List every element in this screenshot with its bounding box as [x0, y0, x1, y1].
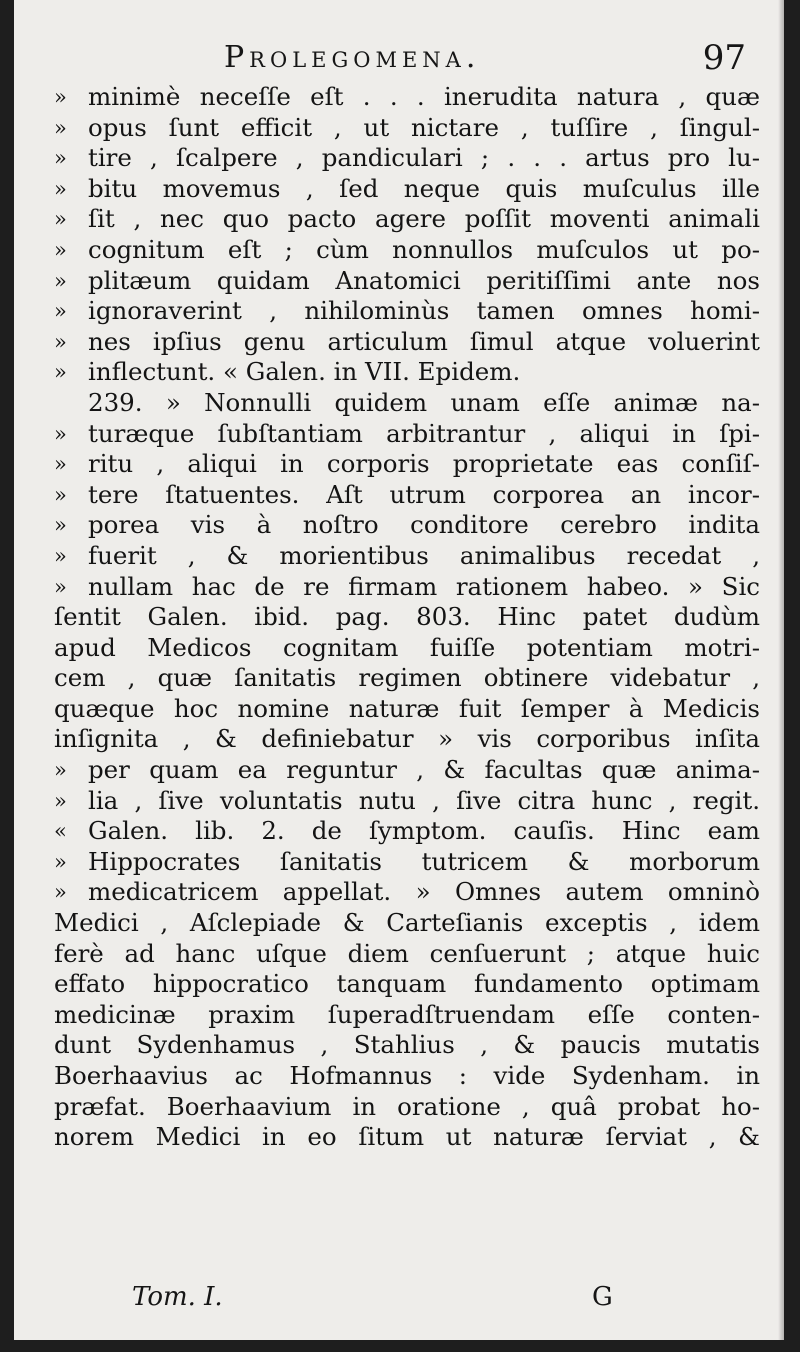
line-text: 239. » Nonnulli quidem unam eſſe animæ na- — [88, 387, 760, 417]
page-edge-shadow — [778, 0, 784, 1340]
text-line — [54, 480, 760, 511]
line-text: dunt Sydenhamus , Stahlius , & paucis mutatis — [54, 1030, 760, 1060]
text-line — [54, 602, 760, 633]
text-line — [54, 1122, 760, 1153]
line-text: opus ſunt efficit , ut nictare , tuſſire , ſingul- — [88, 112, 760, 142]
quote-mark: » — [54, 237, 67, 262]
text-line — [54, 82, 760, 113]
line-text: plitæum quidam Anatomici peritiſſimi ante nos — [88, 265, 760, 295]
line-text: inſignita , & definiebatur » vis corporibus inſita — [54, 724, 760, 754]
line-text: cem , quæ ſanitatis regimen obtinere videbatur , — [54, 663, 760, 693]
quote-mark: » — [54, 543, 67, 568]
line-text: ſentit Galen. ibid. pag. 803. Hinc patet dudùm — [54, 602, 760, 632]
quote-mark: » — [54, 207, 67, 232]
line-text: Boerhaavius ac Hofmannus : vide Sydenham. in — [54, 1061, 760, 1090]
text-line — [54, 908, 760, 939]
text-line — [54, 847, 760, 878]
line-text: fuerit , & morientibus animalibus recedat , — [88, 540, 760, 570]
text-line — [54, 296, 760, 327]
line-text: ferè ad hanc uſque diem cenſuerunt ; atque huic — [54, 938, 760, 968]
quote-mark: » — [54, 146, 67, 171]
quote-mark: » — [54, 329, 67, 354]
quote-mark: » — [54, 268, 67, 293]
line-text: præfat. Boerhaavium in oratione , quâ probat ho- — [54, 1091, 760, 1121]
line-text: cognitum eſt ; cùm nonnullos muſculos ut po- — [88, 234, 760, 264]
quote-mark: » — [54, 849, 67, 874]
quote-mark: » — [54, 85, 67, 109]
body-text — [54, 82, 760, 1153]
line-text: lia , ſive voluntatis nutu , ſive citra hunc , regit. — [88, 785, 760, 815]
line-text: Galen. lib. 2. de ſymptom. cauſis. Hinc eam — [88, 816, 760, 846]
text-line — [54, 204, 760, 235]
book-page — [14, 0, 784, 1340]
line-text: nullam hac de re firmam rationem habeo. » Sic — [88, 571, 760, 601]
quote-mark: » — [54, 452, 67, 477]
quote-mark: « — [54, 819, 67, 844]
text-line — [54, 419, 760, 450]
text-line — [54, 755, 760, 786]
quote-mark: » — [54, 299, 67, 324]
text-line — [54, 724, 760, 755]
page-footer — [14, 1282, 784, 1318]
text-line — [54, 357, 760, 388]
line-text: ſit , nec quo pacto agere poſſit moventi animali — [88, 204, 760, 234]
line-text: turæque ſubſtantiam arbitrantur , aliqui in ſpi- — [88, 418, 760, 448]
page-header — [14, 38, 784, 82]
line-text: quæque hoc nomine naturæ fuit ſemper à Medicis — [54, 693, 760, 723]
text-line — [54, 572, 760, 603]
text-line — [54, 388, 760, 419]
text-line — [54, 327, 760, 358]
text-line — [54, 541, 760, 572]
volume-label: Tom. I. — [132, 1282, 223, 1312]
line-text: tire , ſcalpere , pandiculari ; . . . artus pro lu- — [88, 143, 760, 173]
quote-mark: » — [54, 115, 67, 140]
text-line — [54, 266, 760, 297]
text-line — [54, 113, 760, 144]
quote-mark: » — [54, 574, 67, 599]
running-title: Prolegomena. — [224, 40, 481, 75]
text-line — [54, 510, 760, 541]
line-text: ritu , aliqui in corporis proprietate eas conſiſ- — [88, 449, 760, 479]
line-text: ignoraverint , nihilominùs tamen omnes homi- — [88, 296, 760, 326]
page-number: 97 — [702, 38, 746, 78]
line-text: medicinæ praxim ſuperadſtruendam eſſe conten- — [54, 999, 760, 1029]
line-text: nes ipſius genu articulum ſimul atque voluerint — [88, 326, 760, 356]
text-line — [54, 969, 760, 1000]
line-text: per quam ea reguntur , & facultas quæ anima- — [88, 755, 760, 785]
text-line — [54, 694, 760, 725]
quote-mark: » — [54, 360, 67, 385]
line-text: Medici , Aſclepiade & Carteſianis exceptis , idem — [54, 908, 760, 938]
line-text: bitu movemus , ſed neque quis muſculus ille — [88, 173, 760, 203]
line-text: tere ſtatuentes. Aſt utrum corporea an incor- — [88, 479, 760, 509]
quote-mark: » — [54, 880, 67, 905]
signature-mark: G — [592, 1282, 613, 1312]
quote-mark: » — [54, 788, 67, 813]
line-text: porea vis à noſtro conditore cerebro indita — [88, 510, 760, 540]
quote-mark: » — [54, 482, 67, 507]
line-text: medicatricem appellat. » Omnes autem omninò — [88, 877, 760, 907]
text-line — [54, 1030, 760, 1061]
text-line — [54, 877, 760, 908]
quote-mark: » — [54, 421, 67, 446]
quote-mark: » — [54, 513, 67, 538]
text-line — [54, 1061, 760, 1092]
quote-mark: » — [54, 176, 67, 201]
text-line — [54, 1000, 760, 1031]
text-line — [54, 633, 760, 664]
line-text: Hippocrates ſanitatis tutricem & morborum — [88, 846, 760, 876]
line-text: inflectunt. « Galen. in VII. Epidem. — [88, 357, 521, 387]
line-text: norem Medici in eo ſitum ut naturæ ſerviat , & — [54, 1122, 760, 1152]
text-line — [54, 663, 760, 694]
text-line — [54, 449, 760, 480]
text-line — [54, 143, 760, 174]
text-line — [54, 235, 760, 266]
line-text: minimè neceſſe eſt . . . inerudita natura , quæ — [88, 82, 760, 111]
quote-mark: » — [54, 758, 67, 783]
text-line — [54, 816, 760, 847]
text-line — [54, 939, 760, 970]
line-text: effato hippocratico tanquam fundamento optimam — [54, 969, 760, 999]
text-line — [54, 174, 760, 205]
text-line — [54, 786, 760, 817]
line-text: apud Medicos cognitam fuiſſe potentiam motri- — [54, 632, 760, 662]
text-line — [54, 1092, 760, 1123]
